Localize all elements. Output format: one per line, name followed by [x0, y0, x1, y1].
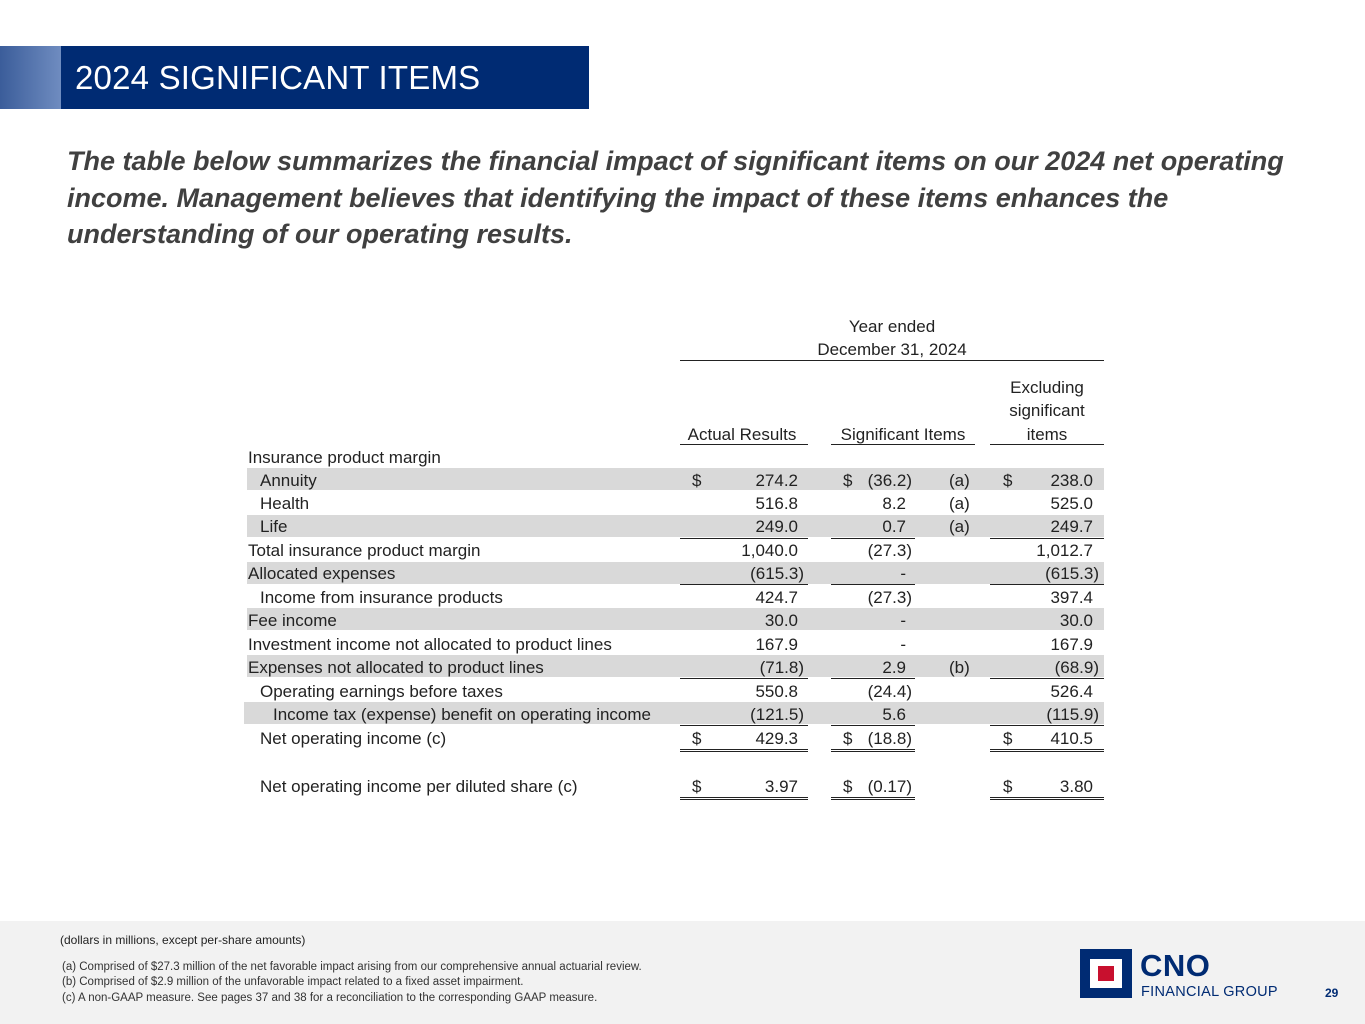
- significant-value: (36.2): [867, 471, 912, 490]
- excluding-value: 167.9: [1050, 635, 1093, 654]
- row-label: Allocated expenses: [248, 564, 396, 583]
- row-label: Annuity: [260, 471, 317, 490]
- excluding-value: 525.0: [1050, 494, 1093, 513]
- currency-symbol: $: [692, 777, 702, 796]
- row-label: Expenses not allocated to product lines: [248, 658, 544, 677]
- currency-symbol: $: [843, 471, 853, 490]
- actual-value: 429.3: [755, 729, 798, 748]
- footnote-ref: (a): [949, 517, 970, 536]
- row-band: [247, 468, 1104, 490]
- currency-symbol: $: [1003, 777, 1013, 796]
- currency-symbol: $: [843, 777, 853, 796]
- intro-paragraph: The table below summarizes the financial impact of significant items on our 2024 net operating income. Management believes that identifying the impact of these items enhances the understanding of our operating results.: [67, 146, 1284, 249]
- significant-value: 0.7: [882, 517, 906, 536]
- subtotal-rule: [831, 538, 915, 539]
- row-label: Life: [260, 517, 288, 536]
- header-rule: [680, 360, 1104, 361]
- currency-symbol: $: [1003, 729, 1013, 748]
- footnote-a: (a) Comprised of $27.3 million of the net favorable impact arising from our comprehensive annual actuarial review.: [62, 961, 642, 973]
- col-rule: [990, 444, 1104, 445]
- col-actual-results: Actual Results: [687, 425, 797, 444]
- actual-value: 167.9: [755, 635, 798, 654]
- actual-value: (121.5): [750, 705, 804, 724]
- excluding-value: 526.4: [1050, 682, 1093, 701]
- row-label: Investment income not allocated to product lines: [248, 635, 612, 654]
- total-double-rule: [990, 797, 1104, 800]
- actual-value: (615.3): [750, 564, 804, 583]
- subtotal-rule: [990, 725, 1104, 726]
- logo-subtitle: FINANCIAL GROUP: [1141, 984, 1278, 1000]
- actual-value: 424.7: [755, 588, 798, 607]
- row-label: Net operating income per diluted share (c): [260, 777, 578, 796]
- row-label: Income tax (expense) benefit on operating income: [273, 705, 652, 724]
- subtotal-rule: [831, 584, 915, 585]
- currency-symbol: $: [692, 729, 702, 748]
- page-title: 2024 SIGNIFICANT ITEMS: [75, 58, 481, 96]
- subtotal-rule: [680, 678, 808, 679]
- actual-value: 550.8: [755, 682, 798, 701]
- subtotal-rule: [680, 584, 808, 585]
- logo-wordmark: CNO: [1140, 948, 1211, 983]
- footnote-ref: (b): [949, 658, 970, 677]
- significant-value: 5.6: [882, 705, 906, 724]
- actual-value: 516.8: [755, 494, 798, 513]
- col-excluding-line1: Excluding: [1010, 378, 1084, 397]
- excluding-value: 238.0: [1050, 471, 1093, 490]
- period-label: Year ended: [848, 317, 936, 336]
- footnote-b: (b) Comprised of $2.9 million of the unfavorable impact related to a fixed asset impairment.: [62, 976, 524, 988]
- significant-value: (24.4): [867, 682, 912, 701]
- col-excluding-line3: items: [1026, 425, 1068, 444]
- significant-value: 8.2: [882, 494, 906, 513]
- footnote-c: (c) A non-GAAP measure. See pages 37 and 38 for a reconciliation to the corresponding GAAP measure.: [62, 992, 598, 1004]
- col-rule: [831, 444, 975, 445]
- excluding-value: (115.9): [1046, 705, 1099, 724]
- excluding-value: (615.3): [1045, 564, 1099, 583]
- subtotal-rule: [990, 584, 1104, 585]
- section-label: Insurance product margin: [248, 448, 441, 467]
- total-double-rule: [831, 749, 915, 752]
- col-excluding-line2: significant: [1009, 401, 1085, 420]
- excluding-value: 30.0: [1059, 611, 1093, 630]
- row-label: Total insurance product margin: [248, 541, 481, 560]
- excluding-value: 3.80: [1059, 777, 1093, 796]
- subtotal-rule: [680, 725, 808, 726]
- row-label: Health: [260, 494, 310, 513]
- subtotal-rule: [990, 678, 1104, 679]
- significant-value: (27.3): [867, 541, 912, 560]
- page-number: 29: [1325, 986, 1339, 1000]
- total-double-rule: [831, 797, 915, 800]
- excluding-value: 249.7: [1050, 517, 1093, 536]
- row-label: Net operating income (c): [260, 729, 447, 748]
- actual-value: (71.8): [759, 658, 804, 677]
- col-rule: [680, 444, 808, 445]
- period-date: December 31, 2024: [817, 340, 967, 359]
- significant-value: -: [900, 635, 906, 654]
- cno-logo-icon: [1080, 949, 1132, 998]
- row-band: [247, 515, 1104, 537]
- significant-value: (18.8): [867, 729, 912, 748]
- subtotal-rule: [680, 538, 808, 539]
- total-double-rule: [680, 749, 808, 752]
- row-label: Income from insurance products: [260, 588, 503, 607]
- row-label: Fee income: [248, 611, 337, 630]
- col-significant-items: Significant Items: [840, 425, 966, 444]
- subtotal-rule: [990, 538, 1104, 539]
- row-band: [247, 608, 1104, 630]
- currency-symbol: $: [843, 729, 853, 748]
- total-double-rule: [990, 749, 1104, 752]
- actual-value: 3.97: [764, 777, 798, 796]
- significant-value: -: [900, 564, 906, 583]
- excluding-value: (68.9): [1054, 658, 1099, 677]
- significant-value: -: [900, 611, 906, 630]
- excluding-value: 1,012.7: [1036, 541, 1093, 560]
- excluding-value: 410.5: [1050, 729, 1093, 748]
- row-label: Operating earnings before taxes: [260, 682, 503, 701]
- significant-value: (27.3): [867, 588, 912, 607]
- footnote-ref: (a): [949, 471, 970, 490]
- footnote-ref: (a): [949, 494, 970, 513]
- total-double-rule: [680, 797, 808, 800]
- subtotal-rule: [831, 725, 915, 726]
- actual-value: 249.0: [755, 517, 798, 536]
- actual-value: 274.2: [755, 471, 798, 490]
- currency-symbol: $: [1003, 471, 1013, 490]
- excluding-value: 397.4: [1050, 588, 1093, 607]
- units-note: (dollars in millions, except per-share amounts): [60, 933, 306, 947]
- significant-value: (0.17): [867, 777, 912, 796]
- subtotal-rule: [831, 678, 915, 679]
- actual-value: 1,040.0: [741, 541, 798, 560]
- actual-value: 30.0: [764, 611, 798, 630]
- currency-symbol: $: [692, 471, 702, 490]
- significant-value: 2.9: [882, 658, 906, 677]
